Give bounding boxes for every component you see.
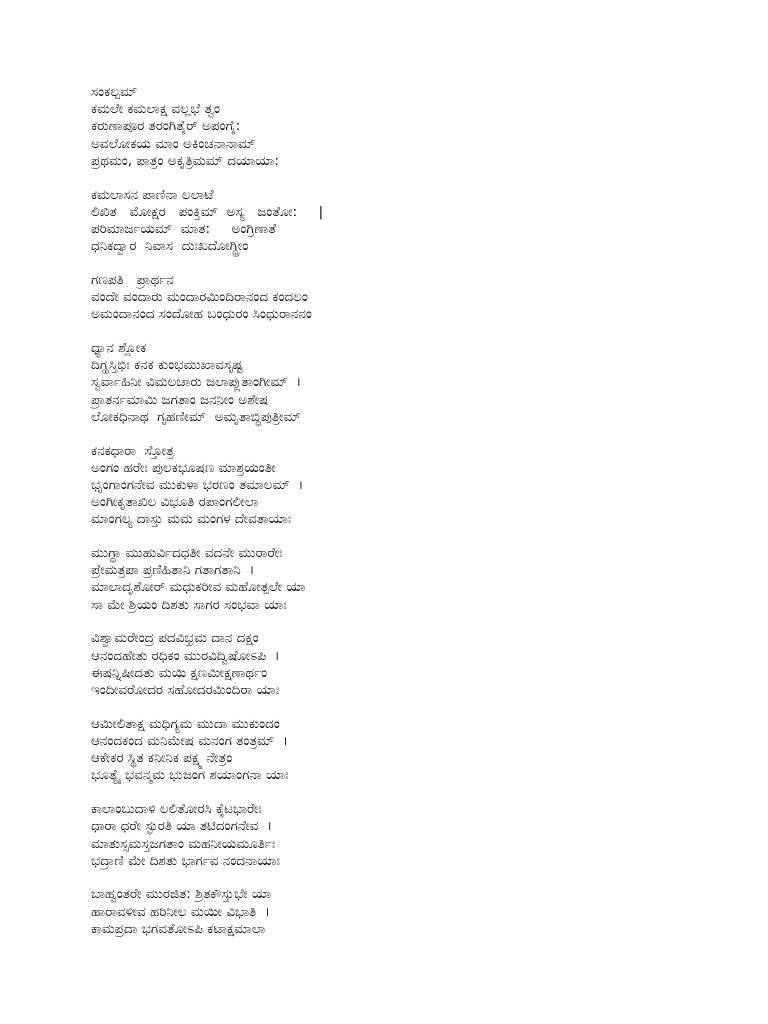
stanza-heading: ಗಣಪತಿ ಪ್ರಾರ್ಥನ <box>91 271 174 288</box>
verse-line: ಧಾರಾ ಧರೇ ಸ್ಫುರತಿ ಯಾ ತಟಿದಂಗನೇವ । <box>91 818 273 835</box>
stanza-mugdha <box>91 545 731 614</box>
verse-line: ಅಮಂದಾನಂದ ಸಂದೋಹ ಬಂಧುರಂ ಸಿಂಧುರಾನನಂ <box>91 306 312 323</box>
verse-line: ಅವಲೋಕಯ ಮಾಂ ಅಕಿಂಚನಾನಾಮ್ <box>91 135 256 152</box>
verse-line: ಮಾಲಾದೃಶೋರ್ ಮಧುಕರೀವ ಮಹೋತ್ಪಲೇ ಯಾ <box>91 579 306 596</box>
hymn-text-block <box>91 84 731 955</box>
verse-line: ಇಂದೀವರೋದರ ಸಹೋದರಮಿಂದಿರಾ ಯಾಃ <box>91 682 280 698</box>
verse-line: ಹಾರಾವಳೀವ ಹರಿನೀಲ ಮಯೀ ವಿಭಾತಿ । <box>91 903 270 920</box>
verse-line: ಸ್ವರ್ವಾಹಿನೀ ವಿಮಲಚಾರು ಜಲಾಪ್ಲುತಾಂಗೀಮ್ । <box>91 374 302 391</box>
verse-line: ಭೃಂಗಾಂಗನೇವ ಮುಕುಳಾ ಭರಣಂ ತಮಾಲಮ್ । <box>91 476 304 493</box>
stanza-heading: ಸಂಕಲ್ಪಮ್ <box>91 84 138 100</box>
verse-line: ಪ್ರಥಮಂ, ಪಾತ್ರಂ ಅಕೃತ್ರಿಮಮ್ ದಯಾಯಾ: <box>91 152 279 169</box>
stanza-dhyana-shloka <box>91 340 731 426</box>
verse-line: ವಿಶ್ವಾಮರೇಂದ್ರ ಪದವಿಭ್ರಮ ದಾನ ದಕ್ಷಂ <box>91 630 259 647</box>
stanza-ganapati-prarthana <box>91 272 731 324</box>
stanza-vishvamarendra <box>91 630 731 699</box>
verse-line: ಪ್ರಾತರ್ನಮಾಮಿ ಜಗತಾಂ ಜನನೀಂ ಅಶೇಷ <box>91 391 269 408</box>
verse-line: ಭದ್ರಾಣಿ ಮೇ ದಿಶತು ಭಾರ್ಗವ ನಂದನಾಯಾಃ <box>91 852 280 869</box>
verse-line: ಮಾಂಗಲ್ಯ ದಾಸ್ತು ಮಮ ಮಂಗಳ ದೇವತಾಯಾಃ <box>91 511 292 528</box>
verse-line: ಸಾ ಮೇ ಶ್ರಿಯಂ ದಿಶತು ಸಾಗರ ಸಂಭವಾ ಯಾಃ <box>91 596 287 613</box>
verse-line: ಭೂತ್ಯೈ ಭವನ್ಮಮ ಭುಜಂಗ ಶಯಾಂಗನಾ ಯಾಃ <box>91 767 289 784</box>
verse-line: ಪ್ರೇಮತ್ರಪಾ ಪ್ರಣಿಹಿತಾನಿ ಗತಾಗತಾನಿ । <box>91 562 255 579</box>
stanza-amilitaksha <box>91 716 731 785</box>
verse-line: ಆನಂದಹೇತು ರಧಿಕಂ ಮುರವಿದ್ವಿಷೋಽಪಿ । <box>91 647 280 664</box>
verse-line: ಕರುಣಾಪೂರ ತರಂಗಿತೈರ್ ಅಪಂಗೈ: <box>91 118 241 135</box>
verse-line: ಕಮಲಾಸನ ಪಾಣಿನಾ ಲಲಾಟೆ <box>91 186 214 203</box>
verse-line: ದಿಗ್ಹಸ್ತಿಭಿಃ ಕನಕ ಕುಂಭಮುಖಾವಸೃಷ್ಟ <box>91 357 243 374</box>
verse-line: ಈಷನ್ನಿಷೀದತು ಮಯಿ ಕ್ಷಣಮೀಕ್ಷಣಾರ್ಥಂ <box>91 664 268 681</box>
verse-line: ಅಂಗೀಕೃತಾಖಿಲ ವಿಭೂತಿ ರಪಾಂಗಲೀಲಾ <box>91 494 259 511</box>
stanza-sankalpam <box>91 84 731 170</box>
stanza-kamalasana <box>91 187 731 256</box>
stanza-bahvantare <box>91 886 731 938</box>
verse-line: ಅಂಗಂ ಹರೇಃ ಪುಲಕಭೂಷಣ ಮಾಶ್ರಯಂತೀ <box>91 459 276 476</box>
verse-line: ವಂದೇ ವಂದಾರು ಮಂದಾರಮಿಂದಿರಾನಂದ ಕಂದಲಂ <box>91 289 308 306</box>
verse-line: ಕಾಲಾಂಬುದಾಳಿ ಲಲಿತೋರಸಿ ಕೈಟಭಾರೇಃ <box>91 801 262 818</box>
verse-line: ಲಿಖಿತ ಮೋಕ್ಷರ ಪಂಕ್ತಿಮ್ ಅಸ್ಯ ಜಂತೋ: | <box>91 203 324 220</box>
verse-line: ಆಮೀಲಿತಾಕ್ಷ ಮಧಿಗ್ಯಮ ಮುದಾ ಮುಕುಂದಂ <box>91 715 280 732</box>
stanza-kalambudali <box>91 801 731 870</box>
verse-line: ಕಾಮಪ್ರದಾ ಭಗವತೋಽಪಿ ಕಟಾಕ್ಷಮಾಲಾ <box>91 920 266 937</box>
verse-line: ಆಕೇಕರ ಸ್ಥಿತ ಕನೀನಿಕ ಪಕ್ಷ್ಮ ನೇತ್ರಂ <box>91 750 233 767</box>
verse-line: ಪರಿಮಾರ್ಜಯಮ್ ಮಾತ: ಅಂಗ್ರಿಣಾತೆ <box>91 220 277 237</box>
verse-line: ಧನಿಕದ್ವಾರ ನಿವಾಸ ದುಃಖದೋಗ್ಧ್ರೀಂ <box>91 238 249 255</box>
stanza-kanakadhara-stotra <box>91 443 731 529</box>
stanza-heading: ಧ್ಯಾನ ಶ್ಲೋಕ <box>91 340 147 357</box>
verse-line: ಮುಗ್ಧಾ ಮುಹುರ್ವಿದಧತೀ ವದನೇ ಮುರಾರೇಃ <box>91 545 283 562</box>
verse-line: ಮಾತುಸ್ಸಮಸ್ತಜಗತಾಂ ಮಹನೀಯಮೂರ್ತಿಃ <box>91 835 276 852</box>
stanza-heading: ಕನಕಧಾರಾ ಸ್ತೋತ್ರ <box>91 442 174 459</box>
verse-line: ಆನಂದಕಂದ ಮನಿಮೇಷ ಮನಂಗ ತಂತ್ರಮ್ । <box>91 732 288 749</box>
verse-line: ಲೋಕಧಿನಾಥ ಗೃಹಣೀಮ್ ಅಮೃತಾಬ್ಧಿಪುತ್ರೀಮ್ <box>91 408 301 425</box>
verse-line: ಬಾಹ್ವಂತರೇ ಮುರಜಿತ: ಶ್ರಿತಕೌಸ್ತುಭೇ ಯಾ <box>91 886 272 903</box>
verse-line: ಕಮಲೇ ಕಮಲಾಕ್ಷ ವಲ್ಲಭೆ ತ್ವಂ <box>91 101 221 118</box>
